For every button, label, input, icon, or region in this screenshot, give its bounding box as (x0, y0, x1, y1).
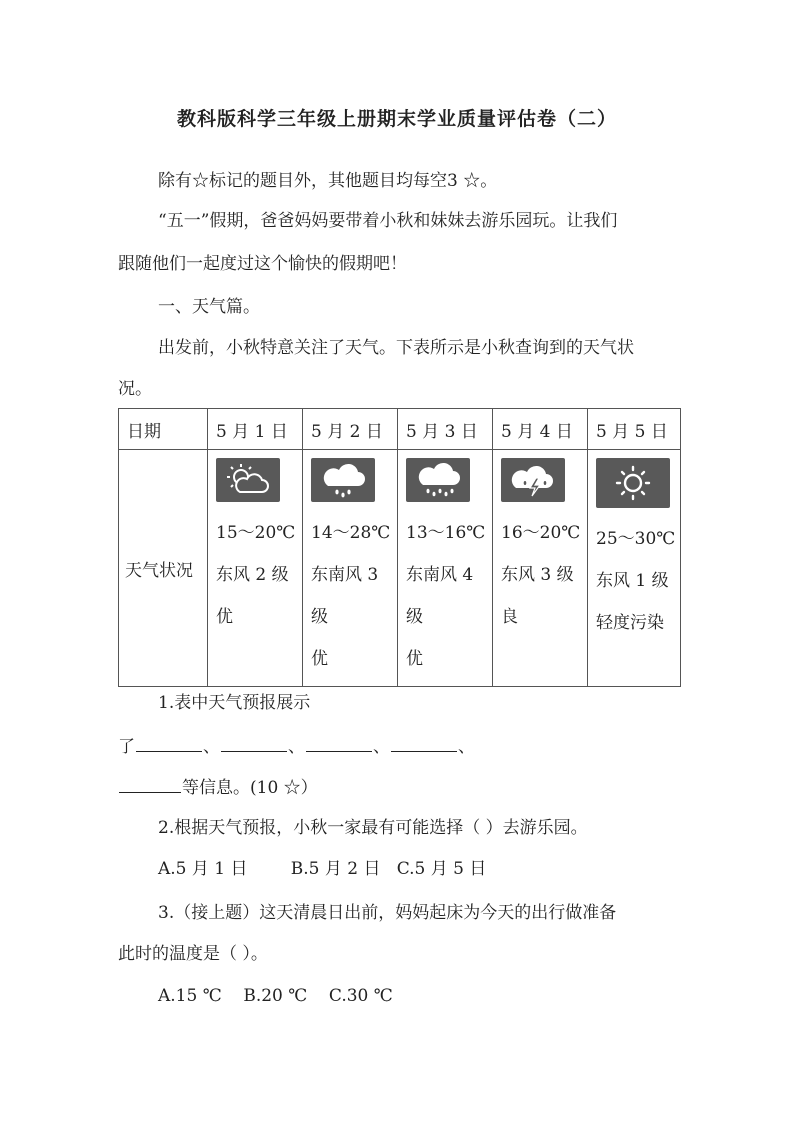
section-desc-line2: 况。 (118, 379, 152, 399)
weather-cell (208, 450, 303, 687)
date-cell: 5 月 5 日 (588, 409, 681, 450)
wind-text: 东南风 4 (406, 565, 474, 585)
section-desc-line1: 出发前，小秋特意关注了天气。下表所示是小秋查询到的天气状 (158, 338, 634, 358)
rain-icon (311, 458, 375, 502)
q1-separator: 、 (203, 737, 220, 757)
weather-cell (303, 450, 398, 687)
air-quality-text: 优 (216, 607, 233, 627)
wind-text-cont: 级 (311, 607, 328, 627)
wind-text: 东风 2 级 (216, 565, 289, 585)
weather-table (118, 408, 681, 687)
question-2-text: 2.根据天气预报，小秋一家最有可能选择（ ）去游乐园。 (158, 818, 588, 838)
wind-text: 东南风 3 (311, 565, 379, 585)
question-1-blanks-line (118, 734, 475, 758)
question-3-line1: 3.（接上题）这天清晨日出前，妈妈起床为今天的出行做准备 (158, 903, 617, 923)
q1-prefix: 了 (118, 737, 135, 757)
air-quality-text: 轻度污染 (596, 613, 664, 633)
story-text-line1: “五一”假期，爸爸妈妈要带着小秋和妹妹去游乐园玩。让我们 (158, 211, 618, 231)
q1-separator: 、 (288, 737, 305, 757)
q1-separator: 、 (373, 737, 390, 757)
intro-text: 除有☆标记的题目外，其他题目均每空3 ☆。 (158, 171, 498, 191)
question-1-line3 (118, 775, 318, 799)
wind-text: 东风 3 级 (501, 565, 574, 585)
temperature-text: 16～20℃ (501, 523, 581, 543)
question-2-options: A.5 月 1 日 B.5 月 2 日 C.5 月 5 日 (158, 859, 487, 879)
weather-cell (493, 450, 588, 687)
answer-blank[interactable] (306, 734, 372, 752)
air-quality-text: 优 (406, 649, 423, 669)
answer-blank[interactable] (136, 734, 202, 752)
weather-cell (588, 450, 681, 687)
date-cell: 5 月 3 日 (398, 409, 493, 450)
story-text-line2: 跟随他们一起度过这个愉快的假期吧！ (118, 254, 407, 274)
temperature-text: 15～20℃ (216, 523, 296, 543)
question-3-options: A.15 ℃ B.20 ℃ C.30 ℃ (158, 986, 393, 1006)
thunderstorm-icon (501, 458, 565, 502)
date-cell: 5 月 1 日 (208, 409, 303, 450)
date-cell: 5 月 4 日 (493, 409, 588, 450)
header-label-cell: 日期 (119, 409, 208, 450)
partly-cloudy-icon (216, 458, 280, 502)
q1-separator: 、 (458, 737, 475, 757)
heavy-rain-icon (406, 458, 470, 502)
air-quality-text: 良 (501, 607, 518, 627)
weather-cell (398, 450, 493, 687)
sunny-icon (596, 458, 670, 508)
row-label-cell: 天气状况 (119, 450, 208, 687)
air-quality-text: 优 (311, 649, 328, 669)
weather-table-header-row (119, 409, 681, 450)
answer-blank[interactable] (119, 775, 181, 793)
answer-blank[interactable] (221, 734, 287, 752)
wind-text: 东风 1 级 (596, 571, 669, 591)
temperature-text: 25～30℃ (596, 529, 676, 549)
weather-table-body-row (119, 450, 681, 687)
question-1-line1: 1.表中天气预报展示 (158, 693, 311, 713)
answer-blank[interactable] (391, 734, 457, 752)
wind-text-cont: 级 (406, 607, 423, 627)
question-3-line2: 此时的温度是（ ）。 (118, 944, 268, 964)
page-title: 教科版科学三年级上册期末学业质量评估卷（二） (176, 108, 617, 130)
section-heading-weather: 一、天气篇。 (158, 297, 260, 317)
q1-suffix: 等信息。(10 ☆） (182, 778, 318, 798)
date-cell: 5 月 2 日 (303, 409, 398, 450)
temperature-text: 14～28℃ (311, 523, 391, 543)
temperature-text: 13～16℃ (406, 523, 486, 543)
